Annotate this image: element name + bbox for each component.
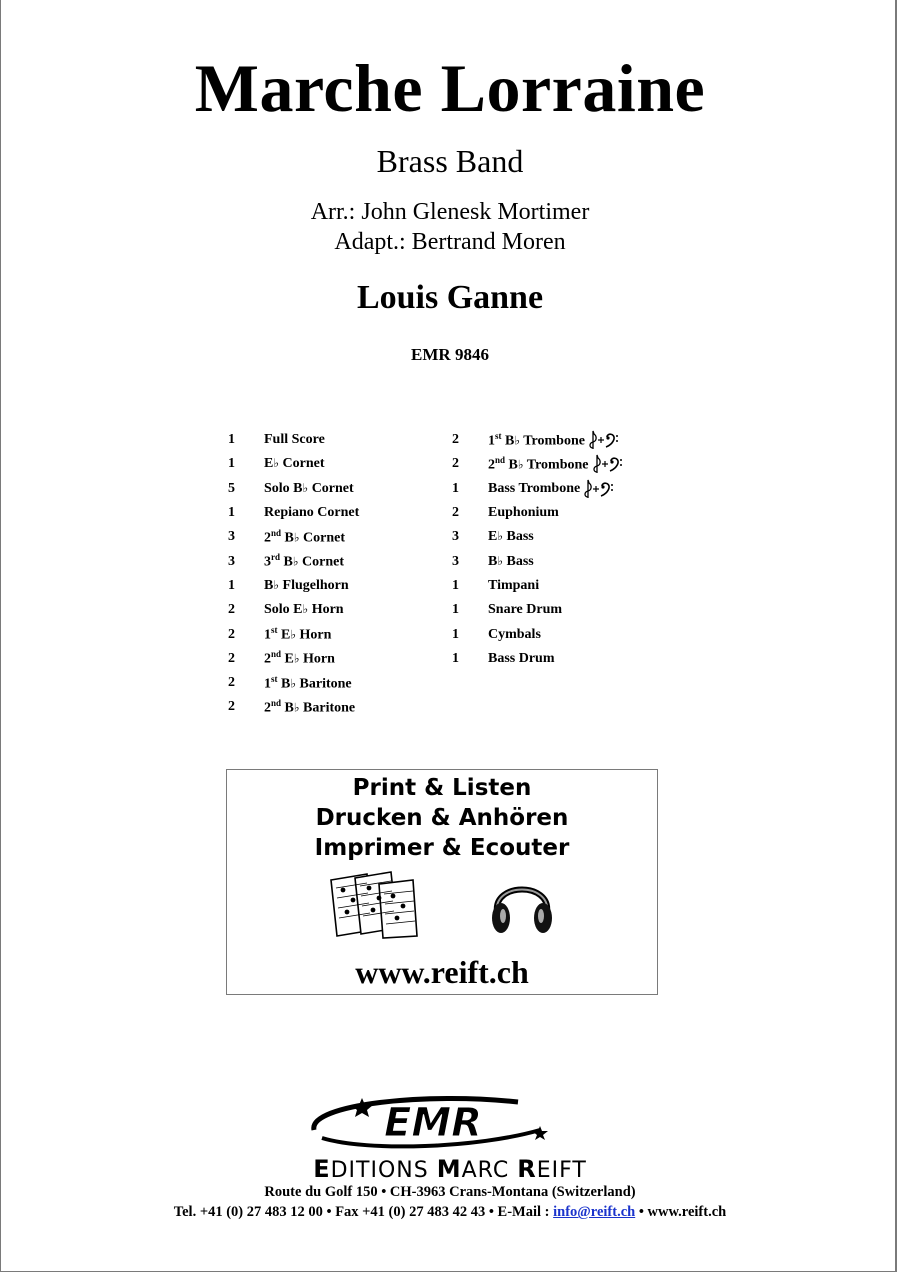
part-quantity: 3	[452, 529, 459, 545]
promo-line-german: Drucken & Anhören	[315, 805, 569, 831]
part-quantity: 2	[452, 432, 459, 448]
part-quantity: 2	[228, 602, 235, 618]
part-name: Bass Trombone	[488, 480, 581, 496]
publisher-name	[0, 1155, 900, 1183]
parts-list-left	[228, 428, 359, 720]
part-name: Cymbals	[488, 626, 541, 642]
part-name: 1st E♭ Horn	[264, 625, 332, 643]
part-quantity: 1	[228, 505, 235, 521]
part-row	[452, 647, 623, 671]
email-link[interactable]: info@reift.ch	[553, 1204, 636, 1220]
part-name: B♭ Flugelhorn	[264, 577, 349, 593]
publisher-word-editions: DITIONS	[330, 1158, 437, 1183]
part-quantity: 1	[452, 577, 459, 593]
promo-line-french: Imprimer & Ecouter	[314, 835, 570, 861]
part-quantity: 2	[452, 505, 459, 521]
part-row	[228, 525, 359, 549]
clef-icons	[587, 430, 619, 450]
part-name: E♭ Cornet	[264, 456, 325, 472]
part-row	[228, 428, 359, 452]
part-name: 2nd B♭ Baritone	[264, 698, 356, 716]
page-title: Marche Lorraine	[194, 50, 706, 126]
part-quantity: 2	[228, 675, 235, 691]
part-name: Solo E♭ Horn	[264, 602, 344, 618]
promo-url[interactable]: www.reift.ch	[355, 954, 529, 990]
part-quantity: 1	[452, 602, 459, 618]
treble-bass-clef-icon	[587, 430, 619, 450]
clef-icons	[591, 454, 623, 474]
part-row	[228, 549, 359, 573]
promo-line-english: Print & Listen	[352, 775, 532, 801]
part-name: Solo B♭ Cornet	[264, 480, 354, 496]
part-row	[452, 477, 623, 501]
part-row	[452, 428, 623, 452]
parts-list-right	[452, 428, 623, 671]
part-quantity: 2	[228, 650, 235, 666]
part-name: 1st B♭ Baritone	[264, 673, 352, 692]
part-quantity: 1	[228, 432, 235, 448]
part-row	[452, 549, 623, 573]
part-name: 2nd B♭ Cornet	[264, 528, 346, 546]
part-name: 3rd B♭ Cornet	[264, 552, 345, 570]
emr-logo-text: EMR	[384, 1100, 482, 1146]
subtitle: Brass Band	[376, 143, 524, 179]
part-row	[452, 525, 623, 549]
part-name: Snare Drum	[488, 602, 563, 618]
sheet-music-icon	[327, 870, 421, 940]
part-quantity: 5	[228, 480, 235, 496]
part-quantity: 2	[228, 626, 235, 642]
part-quantity: 1	[452, 626, 459, 642]
adapter: Adapt.: Bertrand Moren	[334, 229, 566, 255]
treble-bass-clef-icon	[582, 479, 614, 499]
publisher-word-marc: ARC	[461, 1158, 518, 1183]
part-row	[452, 622, 623, 646]
part-name: 2nd E♭ Horn	[264, 649, 335, 668]
publisher-address: Route du Golf 150 • CH-3963 Crans-Montana (Switzerland)	[264, 1184, 636, 1200]
part-row	[228, 501, 359, 525]
part-name: Repiano Cornet	[264, 505, 360, 521]
part-quantity: 1	[452, 480, 459, 496]
catalog-number: EMR 9846	[411, 345, 489, 364]
part-row	[228, 477, 359, 501]
part-row	[228, 695, 359, 719]
part-row	[452, 501, 623, 525]
contact-phone-fax: Tel. +41 (0) 27 483 12 00 • Fax +41 (0) 27 483 42 43 • E-Mail :	[173, 1204, 554, 1220]
part-name: Bass Drum	[488, 650, 555, 666]
publisher-initial-e: E	[313, 1155, 331, 1183]
publisher-word-reift: EIFT	[536, 1158, 587, 1183]
part-quantity: 3	[228, 553, 235, 569]
part-row	[452, 452, 623, 476]
part-name: Euphonium	[488, 505, 559, 521]
part-quantity: 1	[228, 456, 235, 472]
part-row	[228, 671, 359, 695]
composer: Louis Ganne	[356, 279, 544, 316]
part-row	[228, 598, 359, 622]
part-quantity: 3	[228, 529, 235, 545]
part-name: B♭ Bass	[488, 553, 534, 569]
part-quantity: 1	[452, 650, 459, 666]
part-row	[228, 452, 359, 476]
treble-bass-clef-icon	[591, 454, 623, 474]
publisher-initial-r: R	[517, 1155, 537, 1183]
part-quantity: 3	[452, 553, 459, 569]
part-name: E♭ Bass	[488, 529, 534, 545]
part-row	[228, 574, 359, 598]
part-name: 1st B♭ Trombone	[488, 430, 585, 449]
emr-logo	[308, 1090, 558, 1152]
publisher-initial-m: M	[436, 1155, 462, 1183]
part-row	[228, 647, 359, 671]
headphones-icon	[489, 868, 555, 936]
part-quantity: 2	[452, 456, 459, 472]
part-name: Timpani	[488, 577, 540, 593]
clef-icons	[582, 479, 614, 499]
part-row	[452, 598, 623, 622]
part-row	[452, 574, 623, 598]
part-quantity: 1	[228, 577, 235, 593]
part-name: 2nd B♭ Trombone	[488, 455, 589, 473]
part-quantity: 2	[228, 699, 235, 715]
part-row	[228, 622, 359, 646]
contact-website: • www.reift.ch	[635, 1204, 727, 1220]
print-listen-box[interactable]	[226, 769, 658, 995]
part-name: Full Score	[264, 432, 325, 448]
arranger: Arr.: John Glenesk Mortimer	[310, 199, 590, 225]
publisher-contact	[0, 1202, 900, 1222]
